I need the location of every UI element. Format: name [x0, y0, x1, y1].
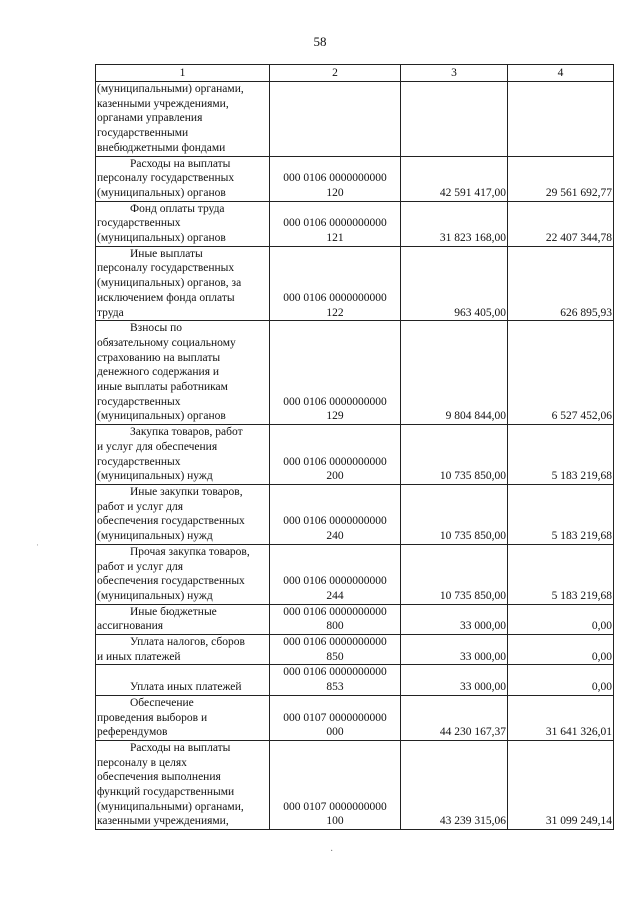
table-row — [96, 201, 614, 246]
table-row — [96, 665, 614, 695]
row-name-line: Иные выплаты — [130, 247, 203, 260]
header-col-1: 1 — [96, 65, 270, 82]
row-name — [96, 740, 270, 829]
row-code-line: 000 0107 0000000000 — [283, 800, 387, 813]
row-name-line: (муниципальных) органов, за — [97, 277, 242, 290]
row-name — [96, 321, 270, 425]
row-col3-value: 31 823 168,00 — [401, 201, 508, 246]
row-col3-value: 10 735 850,00 — [401, 425, 508, 485]
row-col4-value: 6 527 452,06 — [508, 321, 614, 425]
row-name-line: персоналу в целях — [97, 756, 187, 769]
row-col3-value: 9 804 844,00 — [401, 321, 508, 425]
row-code — [270, 484, 401, 544]
row-name-line: государственными — [97, 127, 189, 140]
row-name-line: (муниципальных) органов — [97, 410, 226, 423]
row-code-line: 000 0107 0000000000 — [283, 711, 387, 724]
row-name-line: страхованию на выплаты — [97, 351, 221, 364]
row-col4-value: 0,00 — [508, 665, 614, 695]
header-col-4: 4 — [508, 65, 614, 82]
row-col3-value: 963 405,00 — [401, 246, 508, 321]
row-code — [270, 635, 401, 665]
row-code-line: 120 — [326, 186, 344, 199]
row-code-line: 200 — [326, 470, 344, 483]
table-row — [96, 156, 614, 201]
row-name-line: обеспечения государственных — [97, 575, 245, 588]
row-code-line: 000 0106 0000000000 — [283, 666, 387, 679]
scan-artifact: · — [36, 540, 39, 550]
row-name — [96, 665, 270, 695]
row-col4-value: 29 561 692,77 — [508, 156, 614, 201]
row-col3-value — [401, 82, 508, 157]
row-code-line: 000 0106 0000000000 — [283, 172, 387, 185]
row-code-line: 129 — [326, 410, 344, 423]
row-name-line: Прочая закупка товаров, — [130, 545, 250, 558]
row-name-line: государственных — [97, 217, 181, 230]
row-name-line: проведения выборов и — [97, 711, 208, 724]
row-col3-value: 10 735 850,00 — [401, 484, 508, 544]
row-col4-value: 5 183 219,68 — [508, 484, 614, 544]
row-name-line: (муниципальных) органов — [97, 232, 226, 245]
row-code — [270, 695, 401, 740]
row-col3-value: 33 000,00 — [401, 635, 508, 665]
row-name-line: (муниципальными) органами, — [97, 83, 244, 95]
row-code — [270, 246, 401, 321]
row-code-line: 121 — [326, 232, 344, 245]
row-name-line: персоналу государственных — [97, 172, 235, 185]
budget-table — [95, 64, 614, 830]
row-code — [270, 740, 401, 829]
header-col-2: 2 — [270, 65, 401, 82]
table-row — [96, 321, 614, 425]
row-name-line: исключением фонда оплаты — [97, 291, 235, 304]
row-name-line: Обеспечение — [130, 696, 194, 709]
table-row — [96, 635, 614, 665]
table-row — [96, 695, 614, 740]
row-name-line: Закупка товаров, работ — [130, 426, 243, 439]
row-code — [270, 604, 401, 634]
table-row — [96, 82, 614, 157]
row-name-line: и иных платежей — [97, 650, 181, 663]
row-name-line: государственных — [97, 455, 181, 468]
row-name-line: (муниципальных) органов — [97, 186, 226, 199]
row-name-line: внебюджетными фондами — [97, 141, 226, 154]
row-name-line: Фонд оплаты труда — [130, 202, 225, 215]
row-name-line: и услуг для обеспечения — [97, 440, 218, 453]
row-name-line: Уплата налогов, сборов — [130, 636, 245, 649]
row-name-line: труда — [97, 306, 124, 319]
row-name — [96, 82, 270, 157]
row-name-line: органами управления — [97, 112, 203, 125]
row-code — [270, 425, 401, 485]
row-name-line: (муниципальных) нужд — [97, 530, 213, 543]
row-code-line: 000 0106 0000000000 — [283, 605, 387, 618]
row-col4-value: 22 407 344,78 — [508, 201, 614, 246]
row-name-line: Расходы на выплаты — [130, 157, 231, 170]
row-col4-value: 0,00 — [508, 604, 614, 634]
header-col-3: 3 — [401, 65, 508, 82]
row-code-line: 850 — [326, 650, 344, 663]
row-col3-value: 43 239 315,06 — [401, 740, 508, 829]
row-name-line: (муниципальными) органами, — [97, 800, 244, 813]
row-name-line: работ и услуг для — [97, 500, 184, 513]
row-name-line: Взносы по — [130, 322, 183, 335]
row-code-line: 000 0106 0000000000 — [283, 455, 387, 468]
row-col3-value: 44 230 167,37 — [401, 695, 508, 740]
table-row — [96, 740, 614, 829]
row-name-line: казенными учреждениями, — [97, 97, 229, 110]
row-name — [96, 695, 270, 740]
row-code-line: 000 0106 0000000000 — [283, 291, 387, 304]
row-code — [270, 665, 401, 695]
row-name-line: (муниципальных) нужд — [97, 470, 213, 483]
row-col3-value: 42 591 417,00 — [401, 156, 508, 201]
row-name — [96, 201, 270, 246]
row-col4-value: 31 641 326,01 — [508, 695, 614, 740]
table-row — [96, 604, 614, 634]
row-code-line: 240 — [326, 530, 344, 543]
header-row — [96, 65, 614, 82]
row-name-line: Иные закупки товаров, — [130, 485, 243, 498]
row-code-line: 000 0106 0000000000 — [283, 575, 387, 588]
row-name — [96, 156, 270, 201]
row-name-line: обеспечения выполнения — [97, 771, 221, 784]
row-col4-value: 5 183 219,68 — [508, 425, 614, 485]
row-name — [96, 246, 270, 321]
table-row — [96, 484, 614, 544]
row-name-line: (муниципальных) нужд — [97, 589, 213, 602]
row-name-line: персоналу государственных — [97, 262, 235, 275]
row-code — [270, 544, 401, 604]
row-name-line: казенными учреждениями, — [97, 815, 229, 828]
row-name-line: Расходы на выплаты — [130, 741, 231, 754]
row-name — [96, 484, 270, 544]
row-name-line: Иные бюджетные — [130, 605, 217, 618]
row-name-line: государственных — [97, 395, 181, 408]
row-col3-value: 10 735 850,00 — [401, 544, 508, 604]
row-code-line: 000 0106 0000000000 — [283, 636, 387, 649]
table-row — [96, 246, 614, 321]
row-code-line: 800 — [326, 620, 344, 633]
row-code-line: 000 0106 0000000000 — [283, 395, 387, 408]
row-name — [96, 425, 270, 485]
row-code — [270, 201, 401, 246]
row-name-line: функций государственными — [97, 786, 235, 799]
row-name-line: иные выплаты работникам — [97, 381, 228, 394]
row-code-line: 244 — [326, 589, 344, 602]
row-code-line: 000 0106 0000000000 — [283, 217, 387, 230]
table-body — [96, 82, 614, 830]
page-number: 58 — [313, 34, 327, 49]
row-code-line: 000 0106 0000000000 — [283, 515, 387, 528]
row-name — [96, 635, 270, 665]
footer-mark: · — [330, 846, 334, 857]
row-code-line: 100 — [326, 815, 344, 828]
row-code-line: 122 — [326, 306, 344, 319]
row-col4-value — [508, 82, 614, 157]
row-col3-value: 33 000,00 — [401, 665, 508, 695]
table-row — [96, 544, 614, 604]
table-row — [96, 425, 614, 485]
row-col4-value: 31 099 249,14 — [508, 740, 614, 829]
row-code — [270, 82, 401, 157]
row-name-line: денежного содержания и — [97, 366, 220, 379]
row-name-line: обеспечения государственных — [97, 515, 245, 528]
row-col4-value: 626 895,93 — [508, 246, 614, 321]
row-name-line: работ и услуг для — [97, 560, 184, 573]
row-name-line: ассигнования — [97, 620, 164, 633]
row-name — [96, 604, 270, 634]
row-code-line: 853 — [326, 681, 344, 694]
row-code — [270, 321, 401, 425]
row-code-line: 000 — [326, 726, 344, 739]
row-name — [96, 544, 270, 604]
row-name-line: референдумов — [97, 726, 168, 739]
row-name-line: Уплата иных платежей — [130, 681, 242, 694]
row-name-line: обязательному социальному — [97, 336, 236, 349]
row-col4-value: 0,00 — [508, 635, 614, 665]
row-col3-value: 33 000,00 — [401, 604, 508, 634]
row-col4-value: 5 183 219,68 — [508, 544, 614, 604]
row-code — [270, 156, 401, 201]
